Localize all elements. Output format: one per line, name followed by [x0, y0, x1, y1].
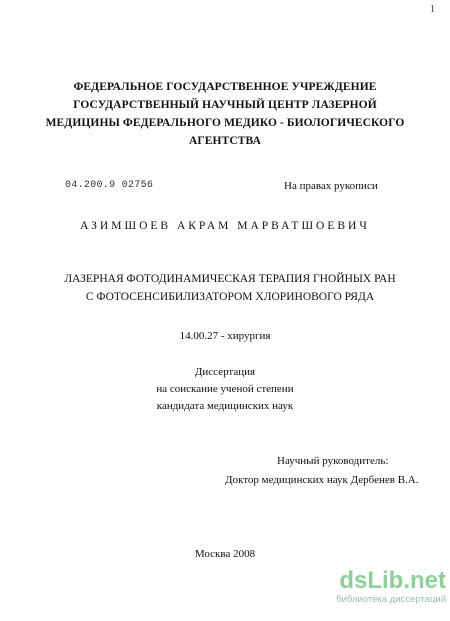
author-name: АЗИМШОЕВ АКРАМ МАРВАТШОЕВИЧ [80, 220, 370, 232]
watermark-subtitle: библиотека диссертаций [336, 594, 446, 605]
watermark [326, 568, 446, 605]
supervisor-block [225, 452, 445, 490]
institution-line: ГОСУДАРСТВЕННЫЙ НАУЧНЫЙ ЦЕНТР ЛАЗЕРНОЙ [73, 99, 377, 111]
registration-stamp-code: 04.200.9 02756 [65, 180, 154, 191]
degree-line: на соискание ученой степени [156, 383, 294, 395]
institution-line: ФЕДЕРАЛЬНОЕ ГОСУДАРСТВЕННОЕ УЧРЕЖДЕНИЕ [73, 81, 377, 93]
rights-note: На правах рукописи [284, 180, 378, 192]
institution-header [40, 78, 410, 150]
specialty-code: 14.00.27 - хирургия [179, 330, 271, 342]
city-year: Москва 2008 [194, 548, 256, 560]
supervisor-label: Научный руководитель: [277, 455, 389, 467]
dissertation-title [40, 270, 420, 306]
degree-line: Диссертация [194, 366, 256, 378]
degree-statement [0, 364, 450, 415]
institution-line: АГЕНТСТВА [188, 135, 262, 147]
supervisor-name: Доктор медицинских наук Дербенев В.А. [225, 474, 419, 486]
corner-mark: 1 [430, 4, 435, 15]
watermark-logo: dsLib.net [339, 567, 446, 594]
title-line: ЛАЗЕРНАЯ ФОТОДИНАМИЧЕСКАЯ ТЕРАПИЯ ГНОЙНЫХ РАН [64, 273, 396, 285]
degree-line: кандидата медицинских наук [156, 400, 294, 412]
title-line: С ФОТОСЕНСИБИЛИЗАТОРОМ ХЛОРИНОВОГО РЯДА [85, 291, 375, 303]
institution-line: МЕДИЦИНЫ ФЕДЕРАЛЬНОГО МЕДИКО - БИОЛОГИЧЕСКОГО [45, 117, 405, 129]
